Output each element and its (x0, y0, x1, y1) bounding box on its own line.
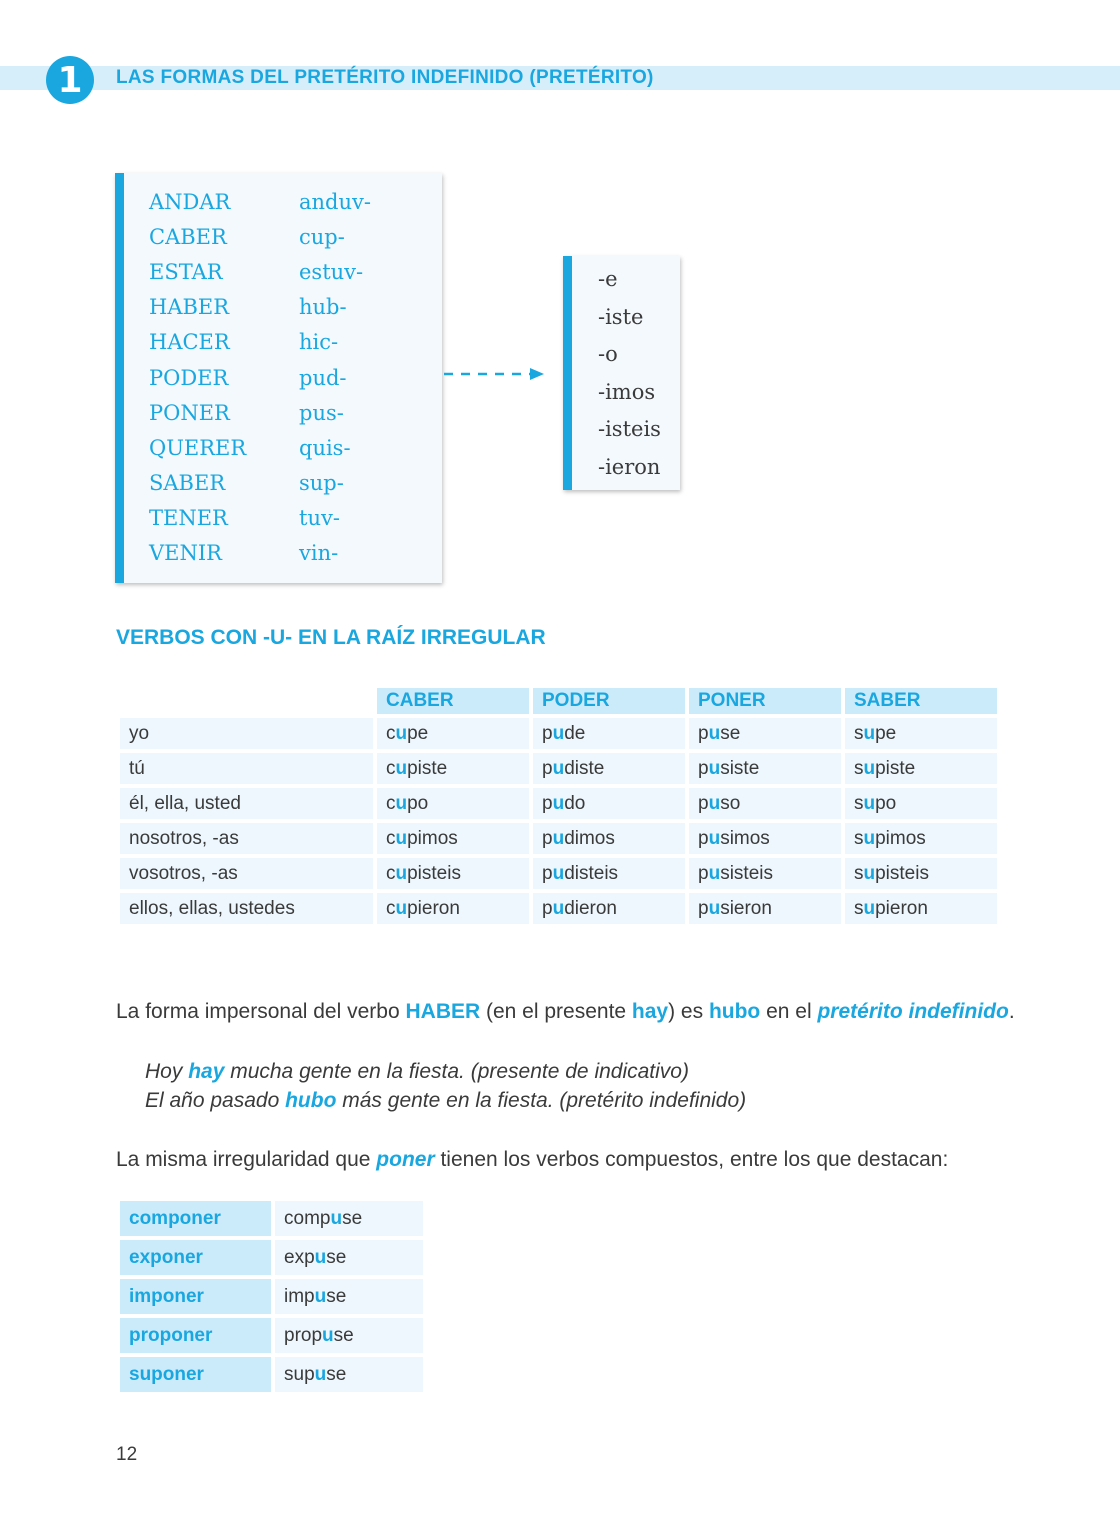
table-row (120, 1357, 423, 1392)
compound-form-cell (275, 1318, 423, 1353)
form-highlight: u (708, 757, 721, 779)
ending-label: -ieron (598, 454, 661, 479)
example-text: mucha gente en la fiesta. (presente de indicativo) (224, 1060, 689, 1083)
conjugation-cell (689, 823, 841, 854)
compound-verb-cell: componer (120, 1201, 271, 1236)
table-row (120, 1279, 423, 1314)
example-sentence (145, 1060, 689, 1084)
irregular-stem-label: estuv- (299, 260, 364, 285)
form-part: pe (875, 722, 897, 744)
irregular-stem-label: pus- (299, 400, 344, 425)
highlight-haber: HABER (405, 1000, 481, 1023)
form-part: pisteis (407, 862, 461, 884)
section-number-badge: 1 (46, 56, 94, 104)
compound-verb-cell: proponer (120, 1318, 271, 1353)
conjugation-cell (845, 753, 997, 784)
form-part: po (407, 792, 429, 814)
form-part: siste (720, 757, 760, 779)
section-subheading: VERBOS CON -U- EN LA RAÍZ IRREGULAR (116, 626, 546, 649)
form-part: se (333, 1324, 354, 1346)
form-part: c (386, 862, 396, 884)
compound-verbs-paragraph (116, 1148, 948, 1172)
table-row (120, 1201, 423, 1236)
form-part: pe (407, 722, 429, 744)
compound-form-cell (275, 1201, 423, 1236)
paragraph-text: La misma irregularidad que (116, 1148, 377, 1171)
form-highlight: u (314, 1285, 327, 1307)
conjugation-cell (533, 893, 685, 924)
conjugation-cell (845, 858, 997, 889)
example-text: El año pasado (145, 1089, 286, 1112)
form-highlight: u (395, 722, 408, 744)
form-part: c (386, 897, 396, 919)
highlight-hubo: hubo (708, 1000, 761, 1023)
table-row (120, 893, 997, 924)
form-part: sup (284, 1363, 315, 1385)
irregular-stem-label: hic- (299, 330, 339, 355)
compound-form-cell (275, 1279, 423, 1314)
irregular-stem-label: tuv- (299, 505, 340, 530)
conjugation-cell (689, 788, 841, 819)
form-part: pimos (875, 827, 926, 849)
conjugation-cell (533, 753, 685, 784)
form-part: p (698, 897, 709, 919)
conjugation-cell (689, 718, 841, 749)
infinitive-label: ANDAR (149, 190, 231, 214)
form-highlight: u (708, 862, 721, 884)
pronoun-cell: tú (120, 753, 373, 784)
table-header-cell: SABER (845, 688, 997, 714)
form-part: sieron (720, 897, 772, 919)
table-row (120, 1318, 423, 1353)
conjugation-cell (377, 893, 529, 924)
infinitive-label: QUERER (149, 435, 247, 460)
conjugation-table (116, 684, 1001, 928)
example-text: Hoy (145, 1060, 189, 1083)
highlight-poner: poner (376, 1148, 435, 1171)
form-highlight: u (708, 722, 721, 744)
form-part: c (386, 722, 396, 744)
table-row (120, 753, 997, 784)
pronoun-cell: él, ella, usted (120, 788, 373, 819)
form-part: p (698, 827, 709, 849)
form-part: s (854, 897, 864, 919)
form-part: p (542, 862, 553, 884)
table-row (120, 718, 997, 749)
form-part: comp (284, 1207, 331, 1229)
compound-verbs-table (116, 1197, 427, 1396)
section-title: LAS FORMAS DEL PRETÉRITO INDEFINIDO (PRETÉRITO) (116, 67, 654, 88)
form-part: do (564, 792, 586, 814)
paragraph-text: tienen los verbos compuestos, entre los que destacan: (434, 1148, 949, 1171)
example-highlight: hay (188, 1060, 225, 1083)
form-part: s (854, 722, 864, 744)
form-part: p (698, 862, 709, 884)
form-part: p (698, 792, 709, 814)
form-highlight: u (863, 827, 876, 849)
form-highlight: u (552, 897, 565, 919)
conjugation-cell (377, 753, 529, 784)
form-part: dimos (564, 827, 615, 849)
conjugation-cell (377, 788, 529, 819)
table-header-row (120, 688, 997, 714)
ending-label: -imos (598, 379, 656, 404)
form-highlight: u (314, 1246, 327, 1268)
pronoun-cell: nosotros, -as (120, 823, 373, 854)
conjugation-cell (533, 823, 685, 854)
infinitive-label: TENER (149, 505, 228, 530)
irregular-stem-label: vin- (299, 541, 339, 565)
form-part: dieron (564, 897, 618, 919)
infinitive-label: PONER (149, 400, 230, 425)
form-part: s (854, 792, 864, 814)
form-part: p (542, 792, 553, 814)
compound-verb-cell: imponer (120, 1279, 271, 1314)
form-part: pieron (875, 897, 928, 919)
form-highlight: u (395, 827, 408, 849)
highlight-preterito: pretérito indefinido (817, 1000, 1009, 1023)
ending-label: -o (598, 342, 618, 366)
form-part: exp (284, 1246, 315, 1268)
irregular-stem-label: anduv- (299, 190, 371, 214)
infinitive-label: ESTAR (149, 260, 223, 285)
pronoun-cell: vosotros, -as (120, 858, 373, 889)
ending-label: -e (598, 267, 618, 291)
conjugation-cell (533, 788, 685, 819)
table-header-cell: PONER (689, 688, 841, 714)
form-part: p (542, 897, 553, 919)
conjugation-cell (377, 858, 529, 889)
table-row (120, 788, 997, 819)
table-row (120, 858, 997, 889)
form-highlight: u (395, 862, 408, 884)
conjugation-cell (845, 718, 997, 749)
infinitive-label: SABER (149, 470, 226, 495)
example-sentence (145, 1089, 746, 1113)
form-part: se (326, 1246, 347, 1268)
irregular-stem-label: cup- (299, 225, 345, 250)
conjugation-cell (845, 788, 997, 819)
conjugation-cell (377, 718, 529, 749)
highlight-hay: hay (631, 1000, 669, 1023)
form-part: disteis (564, 862, 619, 884)
infinitive-label: HACER (149, 330, 230, 355)
form-part: de (564, 722, 586, 744)
conjugation-cell (533, 718, 685, 749)
form-highlight: u (552, 722, 565, 744)
form-part: s (854, 827, 864, 849)
form-part: piste (875, 757, 916, 779)
paragraph-text: La forma impersonal del verbo (116, 1000, 406, 1023)
form-highlight: u (863, 792, 876, 814)
form-highlight: u (708, 792, 721, 814)
form-part: c (386, 757, 396, 779)
form-part: p (542, 722, 553, 744)
form-part: p (698, 757, 709, 779)
form-highlight: u (708, 827, 721, 849)
table-header-cell: CABER (377, 688, 529, 714)
form-part: diste (564, 757, 605, 779)
compound-form-cell (275, 1357, 423, 1392)
infinitive-label: CABER (149, 225, 227, 250)
irregular-stem-label: pud- (299, 365, 347, 390)
form-highlight: u (552, 792, 565, 814)
infinitive-label: HABER (149, 295, 230, 320)
form-part: simos (720, 827, 770, 849)
pronoun-cell: ellos, ellas, ustedes (120, 893, 373, 924)
form-part: se (720, 722, 741, 744)
conjugation-cell (689, 893, 841, 924)
form-part: p (542, 827, 553, 849)
table-row (120, 1240, 423, 1275)
form-highlight: u (395, 897, 408, 919)
table-header-blank (120, 688, 373, 714)
form-highlight: u (552, 757, 565, 779)
form-part: prop (284, 1324, 323, 1346)
form-highlight: u (863, 897, 876, 919)
form-part: pimos (407, 827, 458, 849)
irregular-stem-label: hub- (299, 295, 347, 320)
form-part: c (386, 827, 396, 849)
paragraph-text: ) es (668, 1000, 709, 1023)
form-part: so (720, 792, 741, 814)
form-highlight: u (552, 862, 565, 884)
form-highlight: u (314, 1363, 327, 1385)
conjugation-cell (533, 858, 685, 889)
form-part: p (542, 757, 553, 779)
paragraph-text: . (1008, 1000, 1015, 1023)
example-text: más gente en la fiesta. (pretérito indefinido) (336, 1089, 747, 1112)
form-highlight: u (863, 862, 876, 884)
form-highlight: u (322, 1324, 334, 1346)
haber-paragraph (116, 1000, 1015, 1024)
compound-form-cell (275, 1240, 423, 1275)
form-part: s (854, 862, 864, 884)
example-highlight: hubo (285, 1089, 337, 1112)
form-part: piste (407, 757, 448, 779)
pronoun-cell: yo (120, 718, 373, 749)
conjugation-cell (845, 823, 997, 854)
conjugation-cell (377, 823, 529, 854)
form-part: c (386, 792, 396, 814)
infinitive-label: VENIR (149, 541, 222, 565)
form-part: imp (284, 1285, 315, 1307)
irregular-stem-label: sup- (299, 470, 344, 495)
irregular-stems-box (115, 173, 442, 583)
form-part: se (342, 1207, 363, 1229)
conjugation-cell (689, 858, 841, 889)
conjugation-cell (689, 753, 841, 784)
page-number: 12 (116, 1444, 138, 1465)
form-part: p (698, 722, 709, 744)
compound-verb-cell: exponer (120, 1240, 271, 1275)
compound-verb-cell: suponer (120, 1357, 271, 1392)
paragraph-text: (en el presente (480, 1000, 632, 1023)
dashed-arrow-icon (442, 364, 548, 384)
endings-box (563, 256, 680, 490)
table-header-cell: PODER (533, 688, 685, 714)
form-part: s (854, 757, 864, 779)
form-part: se (326, 1285, 347, 1307)
form-part: pisteis (875, 862, 929, 884)
irregular-stem-label: quis- (299, 435, 351, 460)
infinitive-label: PODER (149, 365, 229, 390)
ending-label: -isteis (598, 417, 661, 441)
ending-label: -iste (598, 304, 644, 329)
form-highlight: u (863, 722, 876, 744)
form-part: se (326, 1363, 347, 1385)
form-highlight: u (330, 1207, 343, 1229)
form-highlight: u (863, 757, 876, 779)
form-highlight: u (552, 827, 565, 849)
paragraph-text: en el (760, 1000, 818, 1023)
form-part: sisteis (720, 862, 773, 884)
form-highlight: u (395, 757, 408, 779)
form-highlight: u (708, 897, 721, 919)
form-part: pieron (407, 897, 460, 919)
form-part: po (875, 792, 897, 814)
table-row (120, 823, 997, 854)
conjugation-cell (845, 893, 997, 924)
form-highlight: u (395, 792, 408, 814)
